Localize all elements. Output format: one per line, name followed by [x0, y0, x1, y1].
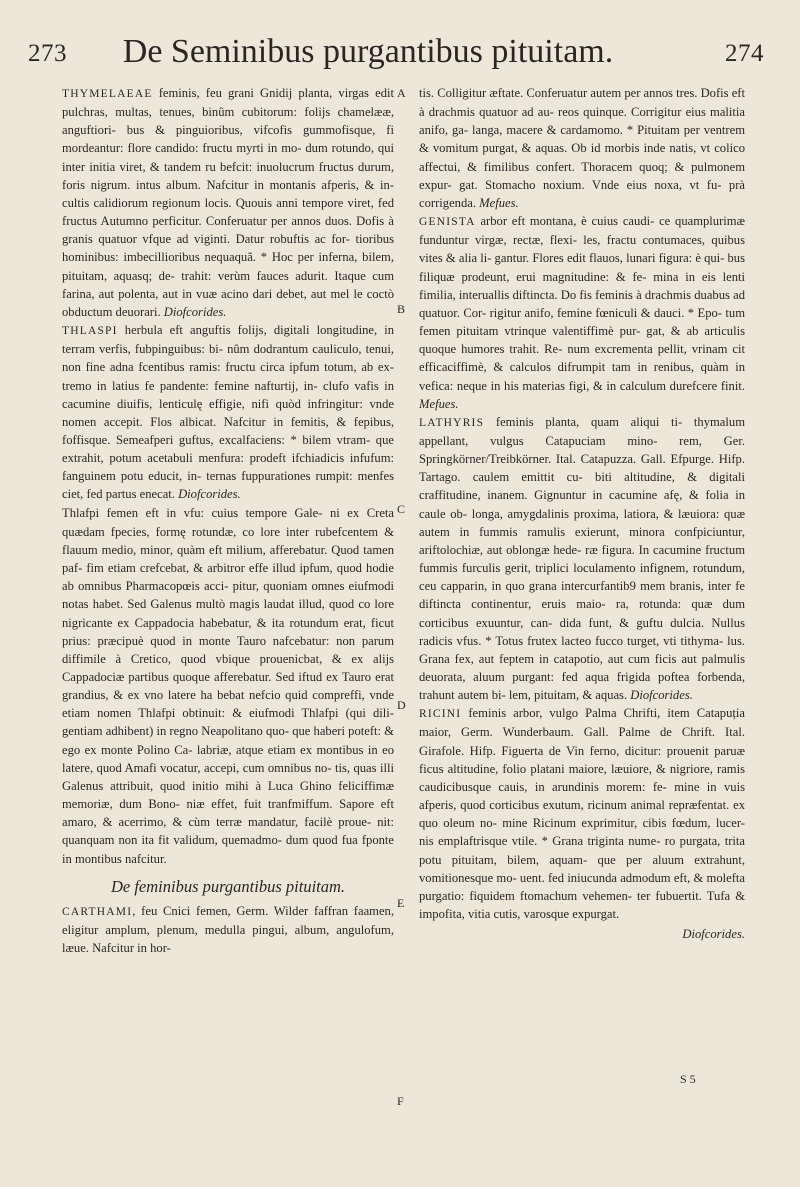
right-column	[419, 84, 745, 943]
margin-letter-a: A	[397, 86, 406, 100]
entry-text: tis. Colligitur æftate. Conferuatur autem per annos tres. Dofis eft à drachmis quatuor ad au- reos quinque. Corrigitur eius malitia anifo, ga- langa, macere & cardamomo. * Pituitam per ventrem & vomitum purgat, & aquas. Ob id morbis inde natis, vt colico affectui, & fimilibus confert. Thoracem quoq; & pulmonem expur- gat. Stomacho noxium. Vnde eius noxa, vt fu- prà corrigenda.	[419, 86, 745, 210]
entry-citation: Mefues.	[476, 195, 519, 210]
section-heading: De feminibus purgantibus pituitam.	[110, 876, 346, 896]
paragraph-thlaspi-semen	[62, 504, 394, 868]
entry-lead: THLASPI	[62, 325, 118, 338]
right-page-number: 274	[725, 40, 764, 67]
running-title: De Seminibus purgantibus pituitam.	[122, 33, 614, 70]
entry-citation: Diofcorides.	[160, 304, 227, 319]
paragraph-carthami-continued	[419, 84, 745, 212]
margin-letter-d: D	[397, 698, 406, 712]
paragraph-lathyris	[419, 413, 745, 705]
entry-citation: Diofcorides.	[174, 487, 241, 502]
entry-lead: CARTHAMI	[62, 905, 133, 918]
entry-text: feminis planta, quam aliqui ti- thymalum appellant, vulgus Catapuciam mino- rem, Ger. Springkörner/Treibkörner. Ital. Catapuzza. Gall. Efpurge. Hifp. Tartago. caulem emittit cu- biti altitudine, & digitali craffitudine, inanem. Gignuntur in cacumine afę, & folia in caule ob- longa, amygdalinis proxima, latiora, & læuiora: quæ autem in fummis ramulis exierunt, minora confpiciuntur, ariftolochiæ, aut oblongæ hede- ræ figura. In cacumine fructum fummis furculis gerit, triplici loculamento infignem, rotundum, ceu capparin, in quo grana intercurfantib9 mem branis, inter fe diftincta continentur, eruis maio- ra, rotunda: quæ dum corticibus exuuntur, can- dida funt, & guftu dulcia. Nullus radicis vfus. * Totus frutex lacteo fucco turget, vti tithyma- lus. Grana fex, aut feptem in catapotio, aut cum ficis aut palmulis deuorata, aluum purgant: fed aqua frigida poftea forbenda, trahunt autem bi- lem, pituitam, & aquas.	[419, 414, 745, 703]
margin-letter-f: F	[397, 1094, 404, 1108]
paragraph-thymelaea	[62, 84, 394, 321]
entry-lead: GENISTA	[419, 216, 476, 229]
entry-text: , feu Cnici femen, Germ. Wilder faffran faamen, eligitur amplum, plenum, medulla pingui, album, angulofum, læue. Nafcitur in hor-	[62, 903, 394, 956]
entry-citation: Diofcorides.	[627, 688, 693, 703]
left-column	[62, 84, 394, 957]
paragraph-genista	[419, 212, 745, 413]
paragraph-ricini	[419, 704, 745, 923]
left-page-number: 273	[28, 40, 67, 67]
entry-text: feminis arbor, vulgo Palma Chrifti, item Catapuția maior, Germ. Wunderbaum. Gall. Palme de Chrift. Ital. Girafole. Hifp. Figuerta de Vin ferno, dicitur: prouenit paruæ ficus altitudine, folio platani maiore, læuiore, & nigriore, ramis caudicibusque cauis, in arundinis morem: fe- mine in vuis afperis, quod corticibus exutum, ricinum animal repræfentat. ex quo oleum no- mine Ricinum exprimitur, cibis fœdum, lucer- nis emplaftrisque vtile. * Grana triginta nume- ro purgata, trita potu pituitam, bilem, aquam- que per aluum extrahunt, vomitionesque mo- uent. fed iniucunda admodum eft, & molefta purgatio: fiquidem ftomachum vehemen- ter fubuertit. Tufa & impofita, vitia cutis, varosque expurgat.	[419, 706, 745, 922]
signature-mark: S 5	[680, 1072, 696, 1086]
margin-letter-e: E	[397, 896, 405, 910]
entry-lead: RICINI	[419, 708, 462, 721]
entry-text: herbula eft anguftis folijs, digitali longitudine, in terram verfis, fubpinguibus: bi- nûm dodrantum cauliculo, tenui, non fine adna fcentibus ramis: fructu circa ipfum totum, ab ex- tremo in latius fe pandente: femine nafturtij, in- clufo vafis in cacumine diuifis, lenticulę effigie, nifi quòd infringitur: vnde nomen accepit. Flos albicat. Nafcitur in femitis, & fepibus, foffisque. Semeafperi guftus, excalfaciens: * bilem vtram- que extrahit, potum acetabuli menfura: prodeft ifchiadicis infufum: fanguinem potu educit, in- ternas fuppurationes rumpit: menfes ciet, fed partus enecat.	[62, 323, 394, 502]
margin-letter-b: B	[397, 302, 406, 316]
closing-citation: Diofcorides.	[682, 927, 745, 942]
entry-citation: Mefues.	[419, 396, 459, 411]
entry-lead: THYMELAEAE	[62, 88, 153, 100]
page-header	[24, 34, 764, 74]
entry-lead: LATHYRIS	[419, 416, 485, 429]
margin-letter-c: C	[397, 502, 406, 516]
entry-text: Thlafpi femen eft in vfu: cuius tempore Gale- ni ex Creta quædam fpecies, formę rotundæ, co lore inter rubefcentem & flauum medio, minor, quàm eft milium, afferebatur. Quod tamen paf- fim etiam crefcebat, & arbitror effe illud ipfum, quod hodie ab omnibus Pharmacopœis acci- pitur, quoniam omnes eiufmodi notas habet. Sed Galenus multò magis laudat illud, quod co lore nigricante ex Cappadocia habebatur, & ita rotundum erat, ficut prius: præcipuè quod in monte Tauro nafcebatur: non parum diffimile à Cretico, quod vbique prouenicbat, & ex alijs Cappadociæ partibus quoque afferebatur. Sed iftud ex Tauro erat grandius, & ex vno latere ha bebat nefcio quid compreffi, vnde etiam nomen Thlafpi obtinuit: & eiufmodi Thlafpi (qui dili- gentiam adhibent) in regno Neapolitano quo- que haberi poteft: & ego ex monte Polino Ca- labriæ, atque etiam ex montibus in eo latere, quod Amafi vocatur, accepi, cum omnibus no- tis, quas illi Galenus attribuit, quod initio mihi à Luca Ghino feliciffimæ memoriæ, dum Bono- niæ effet, fuit tranfmiffum. Sapore eft amaro, & acerrimo, & cùm terræ mandatur, facilè proue- nit: quanquam non ita fit validum, quemadmo- dum quod fua fponte in montibus nafcitur.	[62, 505, 394, 866]
entry-text: arbor eft montana, è cuius caudi- ce quamplurimæ funduntur virgæ, rectæ, flexi- les, fractu contumaces, quibus vites & alia li- gantur. Flores edit flauos, lunari figura: è qui- bus filiquæ prodeunt, erui magnitudine: & fe- mina in eis lenti fimilia, interuallis diftincta. Do fis feminis à drachmis duabus ad quatuor. Cor- rigitur anifo, femine fœniculi & dauci. * Epo- tum femen pituitam vtrinque valentiffimè pur- gat, & ab articulis quoque humores trahit. Re- num excrementa pellit, vrinam cit efficaciffimè, & calculos difrumpit tam in renibus, quàm in vefica: neque in his materias figi, & in calculum durefcere finit.	[419, 214, 745, 393]
paragraph-carthami	[62, 902, 394, 957]
entry-text: feminis, feu grani Gnidij planta, virgas edit pulchras, multas, tenues, binûm cubitorum: folijs chamelææ, anguftiori- bus & pinguioribus, vifcofis gummofisque, fi mordeantur: flore candido: fructu myrti in mo- dum rotundo, qui inter initia viret, & tandem ru befcit: inuolucrum fructus durum, foris nigrum. intus album. Nafcitur in montanis afperis, & in- cultis calidiorum regionum locis. Quouis anni tempore viret, fed fructus Autumno perficitur. Conferuatur per annos duos. Dofis à granis quatuor vfque ad viginti. Datur robuftis ac for- tioribus hominibus: imbecillioribus nequaquã. * Hoc per inferna, bilem, pituitam, aquasq; de- trahit: verùm fauces adurit. Itaque cum farina, aut polenta, aut in vuæ acino dari debet, aut mel le coctò obductum deuorari.	[62, 86, 394, 319]
paragraph-thlaspi	[62, 321, 394, 504]
